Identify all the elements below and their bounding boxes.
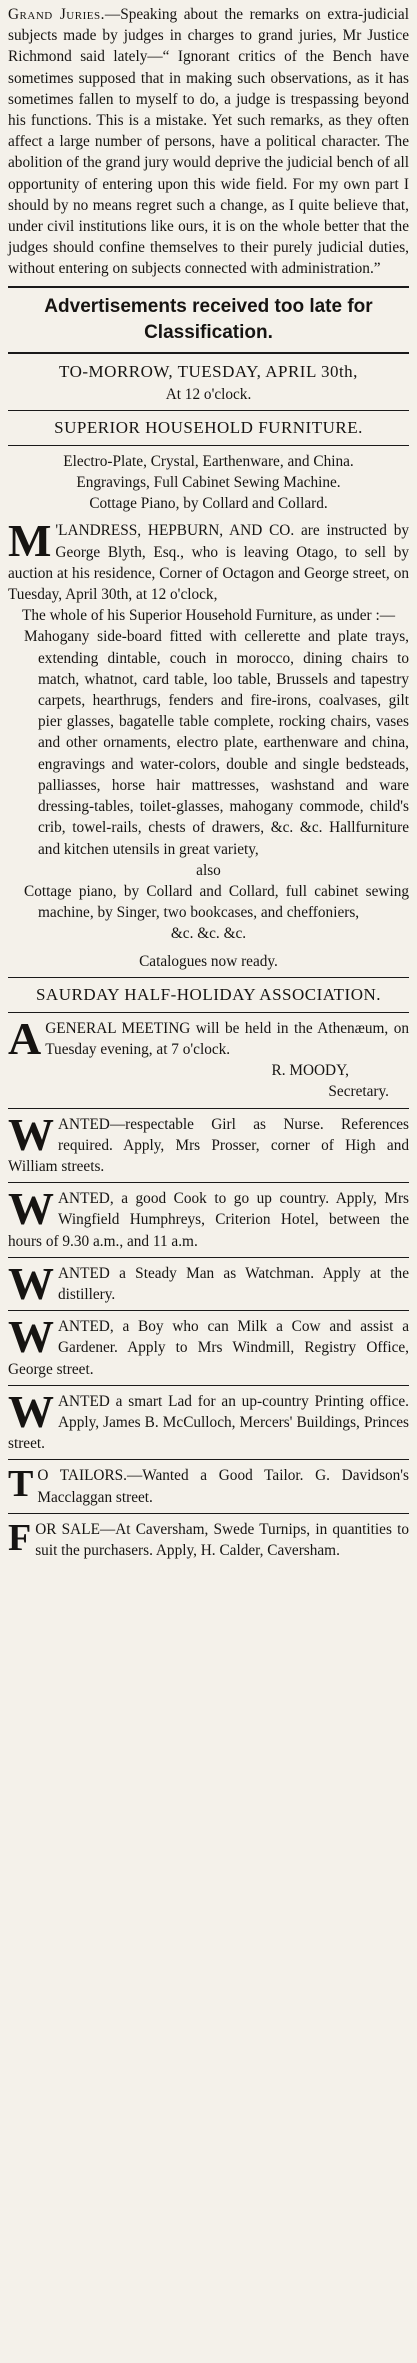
divider xyxy=(8,445,409,446)
drop-cap: A xyxy=(8,1012,42,1064)
auction-time-line: At 12 o'clock. xyxy=(165,385,252,403)
auction-date-line: TO-MORROW, TUESDAY, APRIL 30th, xyxy=(59,361,358,381)
tailors-ad: T O TAILORS.—Wanted a Good Tailor. G. Davidson's Macclaggan street. xyxy=(8,1463,409,1506)
drop-cap: F xyxy=(8,1516,32,1559)
grand-juries-article xyxy=(8,4,409,280)
wanted-ad: WANTED, a good Cook to go up country. Apply, Mrs Wingfield Humphreys, Criterion Hotel, between the hours of 9.30 a.m., and 11 a.m. xyxy=(8,1183,409,1250)
auction-line-3: Cottage Piano, by Collard and Collard. xyxy=(89,495,328,513)
auction-also: also xyxy=(196,861,221,879)
wanted-ad: WANTED, a Boy who can Milk a Cow and assist a Gardener. Apply to Mrs Windmill, Registry Office, George street. xyxy=(8,1311,409,1378)
divider xyxy=(8,352,409,354)
drop-cap: W xyxy=(8,1385,54,1437)
drop-cap: W xyxy=(8,1257,54,1309)
drop-cap: W xyxy=(8,1311,54,1363)
divider xyxy=(8,1108,409,1109)
divider xyxy=(8,977,409,978)
auction-items: Mahogany side-board fitted with cellerette and plate trays, extending dintable, couch in morocco, dining chairs to match, whatnot, card table, loo table, Brussels and tapestry carpets, hearthrugs, fenders and fire-irons, coalvases, gilt pier glasses, bagatelle table complete, rocking chairs, vases and other ornaments, electro plate, earthenware and china, engravings and water-colors, double and single bedsteads, palliasses, horse hair mattresses, washstand and ware dressing-tables, toilet-glasses, mahogany commode, child's crib, towel-rails, chests of drawers, &c. &c. Hallfurniture and kitchen utensils in great variety, xyxy=(24,628,409,858)
auction-whole: The whole of his Superior Household Furniture, as under :— xyxy=(22,607,396,625)
drop-cap: M xyxy=(8,515,52,567)
divider xyxy=(8,1513,409,1514)
auction-items-2: Cottage piano, by Collard and Collard, full cabinet sewing machine, by Singer, two bookcases, and cheffoniers, xyxy=(24,882,409,922)
auction-title: SUPERIOR HOUSEHOLD FURNITURE. xyxy=(54,417,363,437)
classification-heading: Advertisements received too late for Classification. xyxy=(44,295,373,343)
drop-cap: W xyxy=(8,1183,54,1235)
wanted-ad: WANTED—respectable Girl as Nurse. References required. Apply, Mrs Prosser, corner of High and William streets. xyxy=(8,1108,409,1175)
half-holiday-advertisement xyxy=(8,983,409,1103)
divider xyxy=(8,1182,409,1183)
for-sale-ad: FOR SALE—At Caversham, Swede Turnips, in quantities to suit the purchasers. Apply, H. Calder, Caversham. xyxy=(8,1516,409,1559)
grand-juries-text: —Speaking about the remarks on extra-judicial subjects made by judges in charges to grand juries, Mr Justice Richmond said lately—“ Ignorant critics of the Bench have sometimes supposed that in making such observations, as it has sometimes fallen to myself to do, a judge is trespassing beyond his functions. This is a mistake. Yet such remarks, as they often affect a large number of persons, have a political character. The abolition of the grand jury would deprive the judicial bench of all opportunity of entering upon this wide field. For my own part I should by no means regret such a change, as I quite believe that, under civil institutions like ours, it is on the whole better that the judges should confine themselves to their purely judicial duties, without entering on subjects connected with administration.” xyxy=(8,6,409,278)
divider xyxy=(8,410,409,411)
divider xyxy=(8,1012,409,1013)
divider xyxy=(8,286,409,288)
auction-catalogues: Catalogues now ready. xyxy=(139,952,278,970)
auction-line-2: Engravings, Full Cabinet Sewing Machine. xyxy=(76,474,341,492)
half-holiday-heading: SAURDAY HALF-HOLIDAY ASSOCIATION. xyxy=(35,984,382,1004)
divider xyxy=(8,1257,409,1258)
wanted-ad: WANTED a Steady Man as Watchman. Apply at the distillery. xyxy=(8,1257,409,1309)
grand-juries-lead: Grand Juries. xyxy=(8,6,105,23)
auction-subtitle: Electro-Plate, Crystal, Earthenware, and China. xyxy=(63,452,354,470)
divider xyxy=(8,1459,409,1460)
half-holiday-role: Secretary. xyxy=(328,1083,389,1101)
wanted-ad: WANTED a smart Lad for an up-country Printing office. Apply, James B. McCulloch, Mercers' Buildings, Princes street. xyxy=(8,1385,409,1453)
drop-cap: T xyxy=(8,1463,34,1506)
divider xyxy=(8,1385,409,1386)
half-holiday-name: R. MOODY, xyxy=(271,1062,349,1080)
auction-etc: &c. &c. &c. xyxy=(170,925,247,943)
auction-intro: M 'LANDRESS, HEPBURN, AND CO. are instructed by George Blyth, Esq., who is leaving Otago, to sell by auction at his residence, Corner of Octagon and George street, on Tuesday, April 30th, at 12 o'clock, xyxy=(8,515,409,604)
auction-advertisement xyxy=(8,360,409,972)
divider xyxy=(8,1310,409,1311)
drop-cap: W xyxy=(8,1108,54,1160)
half-holiday-text: AGENERAL MEETING will be held in the Athenæum, on Tuesday evening, at 7 o'clock. xyxy=(8,1012,409,1064)
